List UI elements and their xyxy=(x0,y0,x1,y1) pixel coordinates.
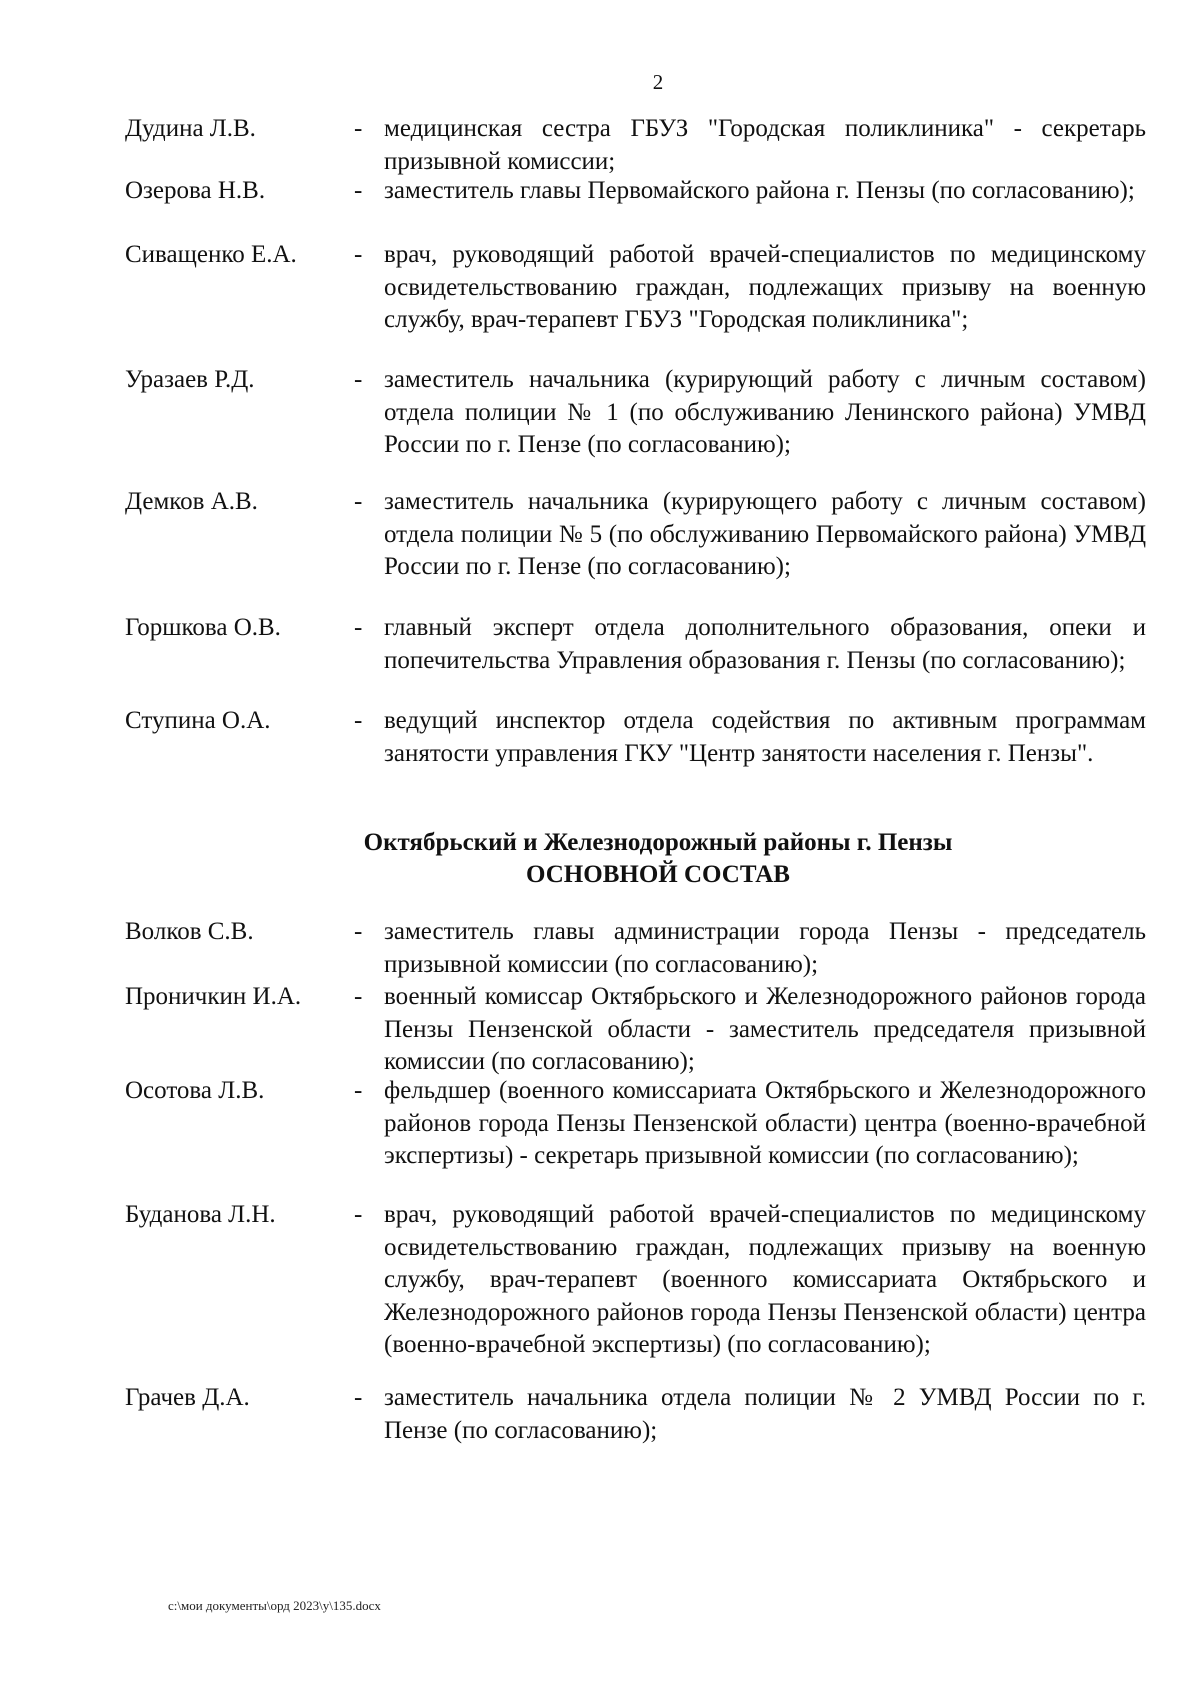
member-position: фельдшер (военного комиссариата Октябрьского и Железнодорожного районов города Пензы Пензенской области) центра (военно-врачебной экспертизы) - секретарь призывной комиссии (по согласованию); xyxy=(384,1077,1146,1169)
member-position: заместитель начальника (курирующего работу с личным составом) отдела полиции № 5 (по обслуживанию Первомайского района) УМВД России по г. Пензе (по согласованию); xyxy=(384,488,1146,580)
dash-separator: - xyxy=(354,707,363,734)
member-position: врач, руководящий работой врачей-специалистов по медицинскому освидетельствованию граждан, подлежащих призыву на военную службу, врач-терапевт ГБУЗ "Городская поликлиника"; xyxy=(384,241,1146,333)
member-row xyxy=(0,1382,1200,1447)
member-name: Волков С.В. xyxy=(125,918,254,945)
section-heading-composition: ОСНОВНОЙ СОСТАВ xyxy=(526,861,790,888)
member-position: военный комиссар Октябрьского и Железнодорожного районов города Пензы Пензенской области - заместитель председателя призывной комиссии (по согласованию); xyxy=(384,983,1146,1075)
member-position: заместитель начальника отдела полиции № 2 УМВД России по г. Пензе (по согласованию); xyxy=(384,1384,1146,1444)
member-name: Ступина О.А. xyxy=(125,707,271,734)
member-position: врач, руководящий работой врачей-специалистов по медицинскому освидетельствованию граждан, подлежащих призыву на военную службу, врач-терапевт (военного комиссариата Октябрьского и Железнодорожного районов города Пензы Пензенской области) центра (военно-врачебной экспертизы) (по согласованию); xyxy=(384,1201,1146,1358)
member-position: медицинская сестра ГБУЗ "Городская поликлиника" - секретарь призывной комиссии; xyxy=(384,115,1146,175)
member-name: Уразаев Р.Д. xyxy=(125,366,255,393)
dash-separator: - xyxy=(354,366,363,393)
dash-separator: - xyxy=(354,983,363,1010)
dash-separator: - xyxy=(354,177,363,204)
dash-separator: - xyxy=(354,1384,363,1411)
dash-separator: - xyxy=(354,241,363,268)
member-name: Буданова Л.Н. xyxy=(125,1201,276,1228)
member-row xyxy=(0,239,1200,337)
member-row xyxy=(0,486,1200,584)
dash-separator: - xyxy=(354,115,363,142)
member-row xyxy=(0,364,1200,462)
member-name: Дудина Л.В. xyxy=(125,115,256,142)
member-name: Грачев Д.А. xyxy=(125,1384,250,1411)
member-name: Озерова Н.В. xyxy=(125,177,266,204)
page-number: 2 xyxy=(652,70,664,94)
member-row xyxy=(0,705,1200,770)
member-name: Демков А.В. xyxy=(125,488,258,515)
member-row xyxy=(0,113,1200,178)
section-heading-districts: Октябрьский и Железнодорожный районы г. Пензы xyxy=(363,829,953,856)
member-position: ведущий инспектор отдела содействия по активным программам занятости управления ГКУ "Центр занятости населения г. Пензы". xyxy=(384,707,1146,767)
member-name: Проничкин И.А. xyxy=(125,983,302,1010)
member-row xyxy=(0,1199,1200,1362)
dash-separator: - xyxy=(354,918,363,945)
dash-separator: - xyxy=(354,614,363,641)
member-row xyxy=(0,916,1200,981)
file-path-footer: c:\мои документы\орд 2023\у\135.docx xyxy=(168,1598,381,1613)
member-name: Сиващенко Е.А. xyxy=(125,241,297,268)
member-position: заместитель главы администрации города Пензы - председатель призывной комиссии (по согласованию); xyxy=(384,918,1146,978)
member-row xyxy=(0,1075,1200,1173)
dash-separator: - xyxy=(354,1201,363,1228)
member-name: Осотова Л.В. xyxy=(125,1077,265,1104)
member-position: заместитель начальника (курирующий работу с личным составом) отдела полиции № 1 (по обслуживанию Ленинского района) УМВД России по г. Пензе (по согласованию); xyxy=(384,366,1146,458)
dash-separator: - xyxy=(354,1077,363,1104)
dash-separator: - xyxy=(354,488,363,515)
member-row xyxy=(0,981,1200,1079)
member-row xyxy=(0,175,1200,208)
member-position: главный эксперт отдела дополнительного образования, опеки и попечительства Управления образования г. Пензы (по согласованию); xyxy=(384,614,1146,674)
member-position: заместитель главы Первомайского района г. Пензы (по согласованию); xyxy=(384,177,1135,204)
member-row xyxy=(0,612,1200,677)
member-name: Горшкова О.В. xyxy=(125,614,281,641)
